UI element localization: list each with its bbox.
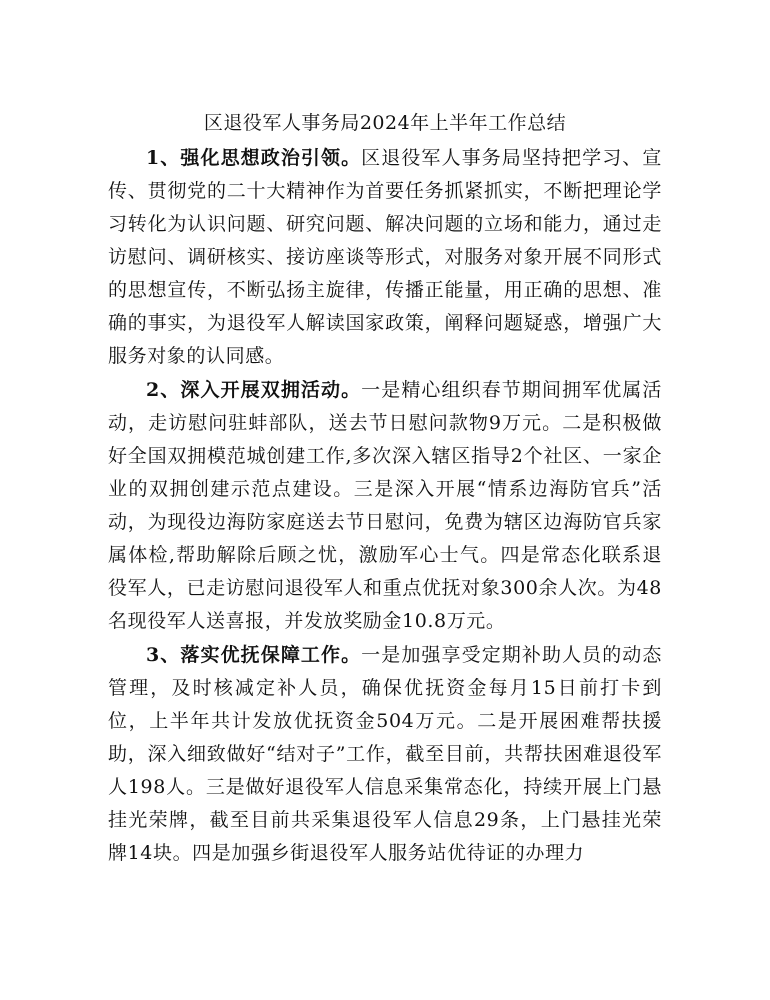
section-3-heading: 3、落实优抚保障工作。 <box>146 644 362 666</box>
section-3-paragraph <box>108 639 662 870</box>
section-1-body: 区退役军人事务局坚持把学习、宣传、贯彻党的二十大精神作为首要任务抓紧抓实，不断把理论学习转化为认识问题、研究问题、解决问题的立场和能力，通过走访慰问、调研核实、接访座谈等形式，对服务对象开展不同形式的思想宣传，不断弘扬主旋律，传播正能量，用正确的思想、准确的事实，为退役军人解读国家政策，阐释问题疑惑，增强广大服务对象的认同感。 <box>108 147 662 367</box>
document-title: 区退役军人事务局2024年上半年工作总结 <box>203 112 567 134</box>
section-2-paragraph <box>108 374 662 638</box>
section-1-paragraph <box>108 142 662 373</box>
section-2-body: 一是精心组织春节期间拥军优属活动，走访慰问驻蚌部队，送去节日慰问款物9万元。二是积极做好全国双拥模范城创建工作,多次深入辖区指导2个社区、一家企业的双拥创建示范点建设。三是深入开展“情系边海防官兵”活动，为现役边海防家庭送去节日慰问，免费为辖区边海防官兵家属体检,帮助解除后顾之忧，激励军心士气。四是常态化联系退役军人，已走访慰问退役军人和重点优抚对象300余人次。为48名现役军人送喜报，并发放奖励金10.8万元。 <box>108 379 662 632</box>
section-3-body: 一是加强享受定期补助人员的动态管理，及时核减定补人员，确保优抚资金每月15日前打卡到位，上半年共计发放优抚资金504万元。二是开展困难帮扶援助，深入细致做好“结对子”工作，截至目前，共帮扶困难退役军人198人。三是做好退役军人信息采集常态化，持续开展上门悬挂光荣牌，截至目前共采集退役军人信息29条，上门悬挂光荣牌14块。四是加强乡街退役军人服务站优待证的办理力 <box>108 644 662 864</box>
section-1-heading: 1、强化思想政治引领。 <box>146 147 362 169</box>
section-2-heading: 2、深入开展双拥活动。 <box>146 379 362 401</box>
